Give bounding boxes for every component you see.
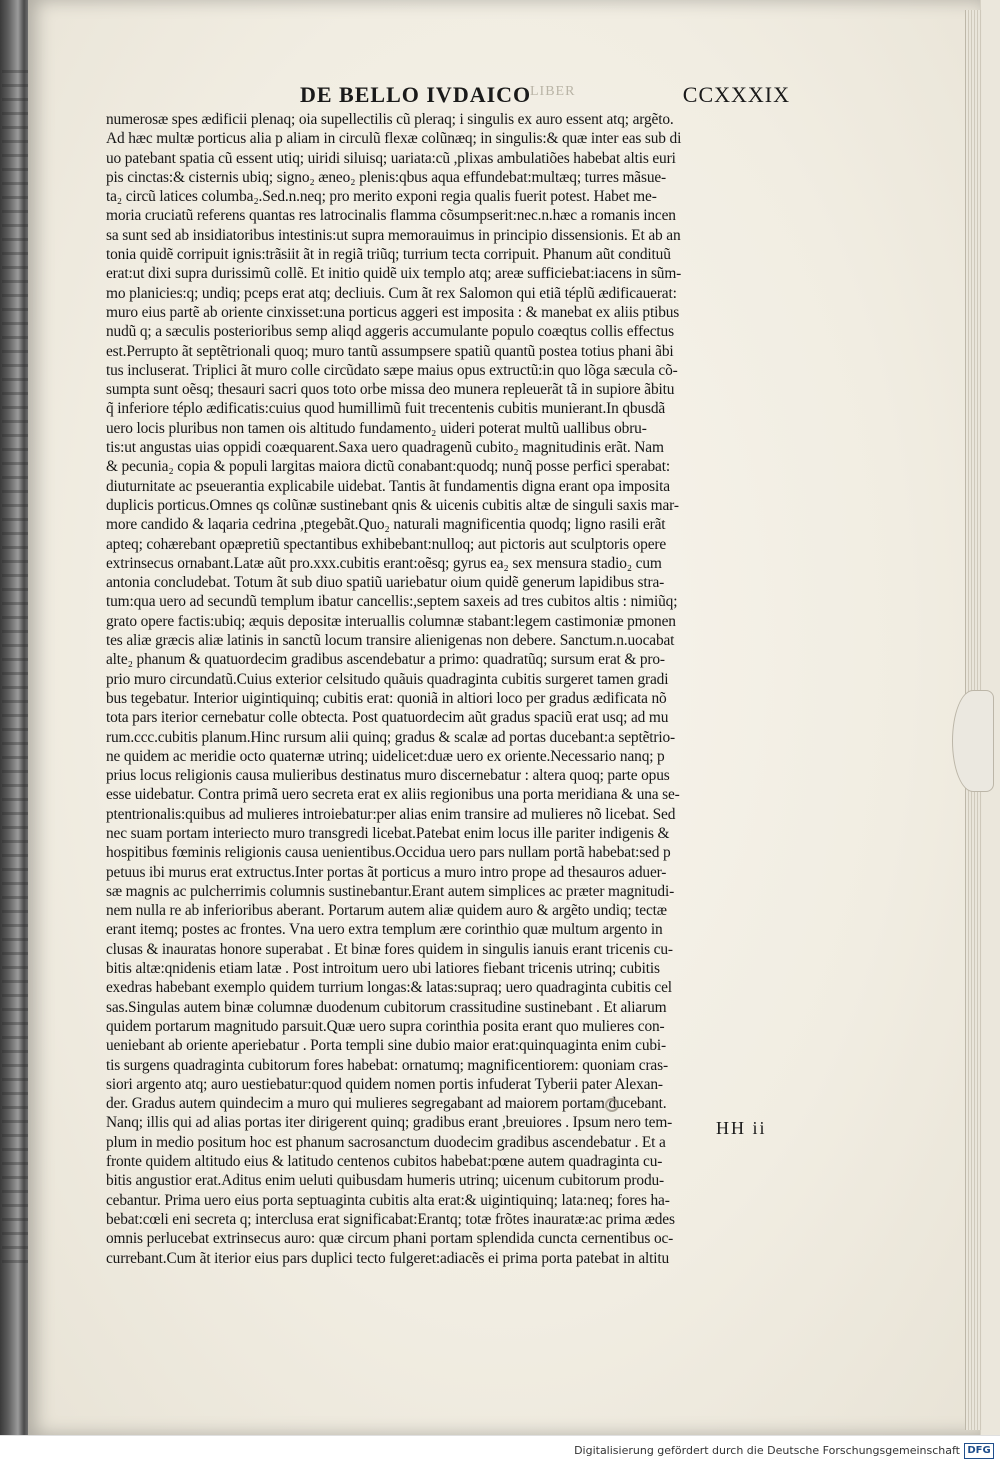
- text-line: grato opere factis:ubiq; æquis depositæ interuallis columnæ stabant:legem castimoniæ pmonen: [106, 612, 676, 630]
- text-line: ptentrionalis:quibus ad mulieres introiebatur:per alias enim transire ad mulieres nõ licebat. Sed: [106, 805, 676, 823]
- text-line: nem nulla re ab inferioribus aberant. Portarum autem aliæ quidem auro & argẽto undiq; tectæ: [106, 902, 667, 920]
- text-line: tis surgens quadraginta cubitorum fores habebat: ornatumq; magnificentiorem: quoniam cras-: [106, 1056, 668, 1074]
- text-line: petuus ibi murus erat extructus.Inter portas ãt porticus a muro intro prope ad thesauros aduer-: [106, 863, 667, 881]
- text-line: tum:qua uero ad secundũ templum ibatur cancellis:,septem saxeis ad tres cubitos altis : nimiũq;: [106, 593, 678, 611]
- text-line: bebat:cœli eni secreta q; interclusa erat significabat:Erantq; totæ frõtes inauratæ:ac prima ædes: [106, 1210, 675, 1228]
- text-line: clusas & inauratas honore superabat . Et binæ fores quidem in singulis ianuis erant tricenis cu-: [106, 940, 673, 958]
- running-title: DE BELLO IVDAICO: [300, 82, 532, 107]
- text-line: currebant.Cum ãt iterior eius pars duplici tecto fulgeret:adiacẽs ei prima porta patebat in altitu: [106, 1249, 670, 1267]
- text-line: erat:ut dixi supra durissimũ collẽ. Et initio quidẽ uix templo atq; areæ sufficiebat:iacens in sũm-: [106, 265, 682, 283]
- text-line: tis:ut angustas uias oppidi coæquarent.Saxa uero quadragenũ cubito₂ magnitudinis erãt. Nam: [106, 439, 664, 457]
- text-line: prius locus religionis causa mulieribus destinatus muro discernebatur : altera quoq; parte opus: [106, 767, 670, 785]
- text-line: exedras habebant exemplo quidem turrium longas:& latas:supraq; uero quadraginta cubitis cel: [106, 979, 672, 997]
- text-line: alte₂ phanum & quatuordecim gradibus ascendebatur a primo: quadratũq; sursum erat & pro-: [106, 651, 665, 669]
- text-line: plum in medio positum hoc est phanum sacrosanctum duodecim gradibus ascendebatur . Et a: [106, 1133, 666, 1151]
- text-line: tus incluserat. Triplici ãt muro colle circũdato sæpe maius opus extructũ:in quo lõga sæcula cõ-: [106, 361, 678, 379]
- body-text: [106, 110, 796, 1268]
- text-line: pis cinctas:& cisternis ubiq; signo₂ æneo₂ plenis:qbus aqua effundebat:multæq; turres mãsue-: [106, 168, 667, 186]
- text-line: prio muro circundatũ.Cuius exterior celsitudo quãuis quadraginta cubitis surgeret tamen gradi: [106, 670, 669, 688]
- facing-page-edge: [2, 70, 28, 1270]
- dfg-logo-icon: DFG: [964, 1443, 994, 1459]
- text-line: hospitibus fœminis religionis causa uenientibus.Occidua uero pars nullam portã habebat:sed p: [106, 844, 671, 862]
- text-line: tonia quidẽ corripuit ignis:trãsiit ãt in regiã triũq; turrium tecta corripuit. Phanum aũt condituũ: [106, 246, 671, 264]
- text-line: muro eius partẽ ab oriente cinxisset:una porticus aggeri est imposita : & manebat ex aliis ptibus: [106, 303, 680, 321]
- text-line: apteq; cohærebant opæpretiũ spectantibus exhibebant:nulloq; aut pictoris aut sculptoris opere: [106, 535, 667, 553]
- text-line: sa sunt sed ab insidiatoribus intestinis:ut supra memorauimus in principio dissensionis. Et ab an: [106, 226, 681, 244]
- folio-number: CCXXXIX: [682, 82, 790, 107]
- show-through-text: LIBER: [530, 84, 576, 99]
- text-line: mo planicies:q; undiq; pceps erat atq; decliuis. Cum ãt rex Salomon qui etiã téplũ ædificauerat:: [106, 284, 677, 302]
- text-line: sumpta sunt oẽsq; thesauri sacri quos toto orbe missa deo munera repleuerãt tã in supiore ãbitu: [106, 381, 675, 399]
- text-line: Nanq; illis qui ad alias portas iter dirigerent quinq; gradibus erant ,breuiores . Ipsum nero tem-: [106, 1114, 673, 1132]
- text-line: quidem portarum magnitudo parsuit.Quæ uero supra corinthia posita erant quo mulieres con-: [106, 1017, 665, 1035]
- text-line: Ad hæc multæ porticus alia p aliam in circulũ flexæ colũnæq; in singulis:& quæ inter eas sub di: [106, 130, 682, 148]
- text-line: est.Perrupto ãt septẽtrionali quoq; muro tantũ assumpsere spatiũ quantũ postea totius phani ãbi: [106, 342, 674, 360]
- text-line: esse uidebatur. Contra primã uero secreta erat ex aliis regionibus una porta meridiana & una se-: [106, 786, 680, 804]
- text-line: tes aliæ græcis aliæ latinis in sanctũ locum transire alienigenas non debere. Sanctum.n.uocabat: [106, 632, 675, 650]
- text-line: omnis perlucebat extrinsecus auro: quæ circum phani portam splendida cuncta cernentibus oc-: [106, 1230, 674, 1248]
- text-line: moria cruciatũ referens quantas res latrocinalis flamma cõsumpserit:nec.n.hæc a romanis incen: [106, 207, 676, 225]
- text-line: ne quidem ac meridie octo quaternæ utrinq; uidelicet:duæ uero ex oriente.Necessario nanq; p: [106, 747, 665, 765]
- text-line: der. Gradus autem quindecim a muro qui mulieres segregabant ad maiorem portam ducebant.: [106, 1095, 667, 1113]
- text-line: rum.ccc.cubitis planum.Hinc rursum alii quinq; gradus & scalæ ad portas ducebant:a septẽtrio-: [106, 728, 676, 746]
- text-line: cebantur. Prima uero eius porta septuaginta cubitis alta erat:& uigintiquinq; lata:neq; fores ha-: [106, 1191, 670, 1209]
- running-head: [300, 82, 790, 108]
- text-line: sæ magnis ac pulcherrimis columnis sustinebantur.Erant autem simplices ac præter magnitudi-: [106, 882, 675, 900]
- text-line: bus tegebatur. Interior uigintiquinq; cubitis erat: quoniã in altiori loco per gradus ædificata nõ: [106, 689, 667, 707]
- digitization-footer: [0, 1435, 1000, 1466]
- text-line: duplicis porticus.Omnes qs colũnæ sustinebant qnis & uicenis cubitis altæ de singuli saxis mar-: [106, 496, 679, 514]
- text-line: erant itemq; postes ac frontes. Vna uero extra templum ære corinthio quæ multum argento in: [106, 921, 663, 939]
- funding-notice: Digitalisierung gefördert durch die Deutsche Forschungsgemeinschaft: [574, 1444, 960, 1457]
- text-line: sas.Singulas autem binæ columnæ duodenum cubitorum crassitudine sustinebant . Et aliarum: [106, 998, 667, 1016]
- text-line: uo patebant spatia cũ essent utiq; uiridi siluisq; uariata:cũ ,plixas ambulatiões habebat altis euri: [106, 149, 676, 167]
- text-line: bitis altæ:qnidenis etiam latæ . Post introitum uero ubi latiores fiebant tricenis utrinq; cubitis: [106, 960, 660, 978]
- text-line: tota pars iterior cernebatur colle obtecta. Post quatuordecim aũt gradus spaciũ erat usq; ad mu: [106, 709, 669, 727]
- text-line: ta₂ circũ latices columba₂.Sed.n.neq; pro merito exponi regia qualis fuerit potest. Habet me-: [106, 188, 657, 206]
- text-line: nudũ q; a sæculis posterioribus semp aliqd aggeris accumulante populo coæqtus collis effectus: [106, 323, 674, 341]
- signature-mark: HH ii: [716, 1118, 767, 1138]
- text-line: numerosæ spes ædificii plenaq; oia supellectilis cũ pleraq; i singulis ex auro essent atq; argẽto.: [106, 111, 674, 128]
- text-line: more candido & laqaria cedrina ,ptegebãt.Quo₂ naturali magnificentia quodq; ligno rasili erãt: [106, 516, 666, 534]
- text-line: & pecunia₂ copia & populi largitas maiora dictũ conabant:quodq; nunq̃ posse perfici sperabat:: [106, 458, 670, 476]
- text-line: diuturnitate ac pseuerantia explicabile uidebat. Tantis ãt fundamentis digna erant opa imposita: [106, 477, 670, 495]
- text-line: siori argento atq; auro uestiebatur:quod quidem nomen portis infuderat Tyberii pater Alexan-: [106, 1075, 663, 1093]
- ink-blot: [605, 1098, 619, 1112]
- text-line: q̃ inferiore téplo ædificatis:cuius quod humillimũ fuit trecentenis cubitis munierant.In qbusdã: [106, 400, 666, 418]
- text-line: antonia concludebat. Totum ãt sub diuo spatiũ uariebatur oium quidẽ generum lapidibus stra-: [106, 574, 665, 592]
- text-line: bitis angustior erat.Aditus enim ueluti quibusdam humeris utrinq; uicenum cubitorum produ-: [106, 1172, 665, 1190]
- page-tab-marker: [952, 690, 994, 792]
- text-line: nec suam portam interiecto muro transgredi licebat.Patebat enim locus ille pariter indigenis &: [106, 824, 670, 842]
- text-line: extrinsecus ornabant.Latæ aũt pro.xxx.cubitis erant:oẽsq; gyrus ea₂ sex mensura stadio₂ cum: [106, 554, 662, 572]
- text-line: ueniebant ab oriente aperiebatur . Porta templi sine dubio maior erat:quinquaginta enim cubi-: [106, 1037, 667, 1055]
- text-line: fronte quidem altitudo eius & latitudo centenos cubitos habebat:pœne autem quadraginta cu-: [106, 1153, 663, 1171]
- text-line: uero locis pluribus non tamen ois altitudo fundamento₂ uideri poterat multũ uallibus obru-: [106, 419, 647, 437]
